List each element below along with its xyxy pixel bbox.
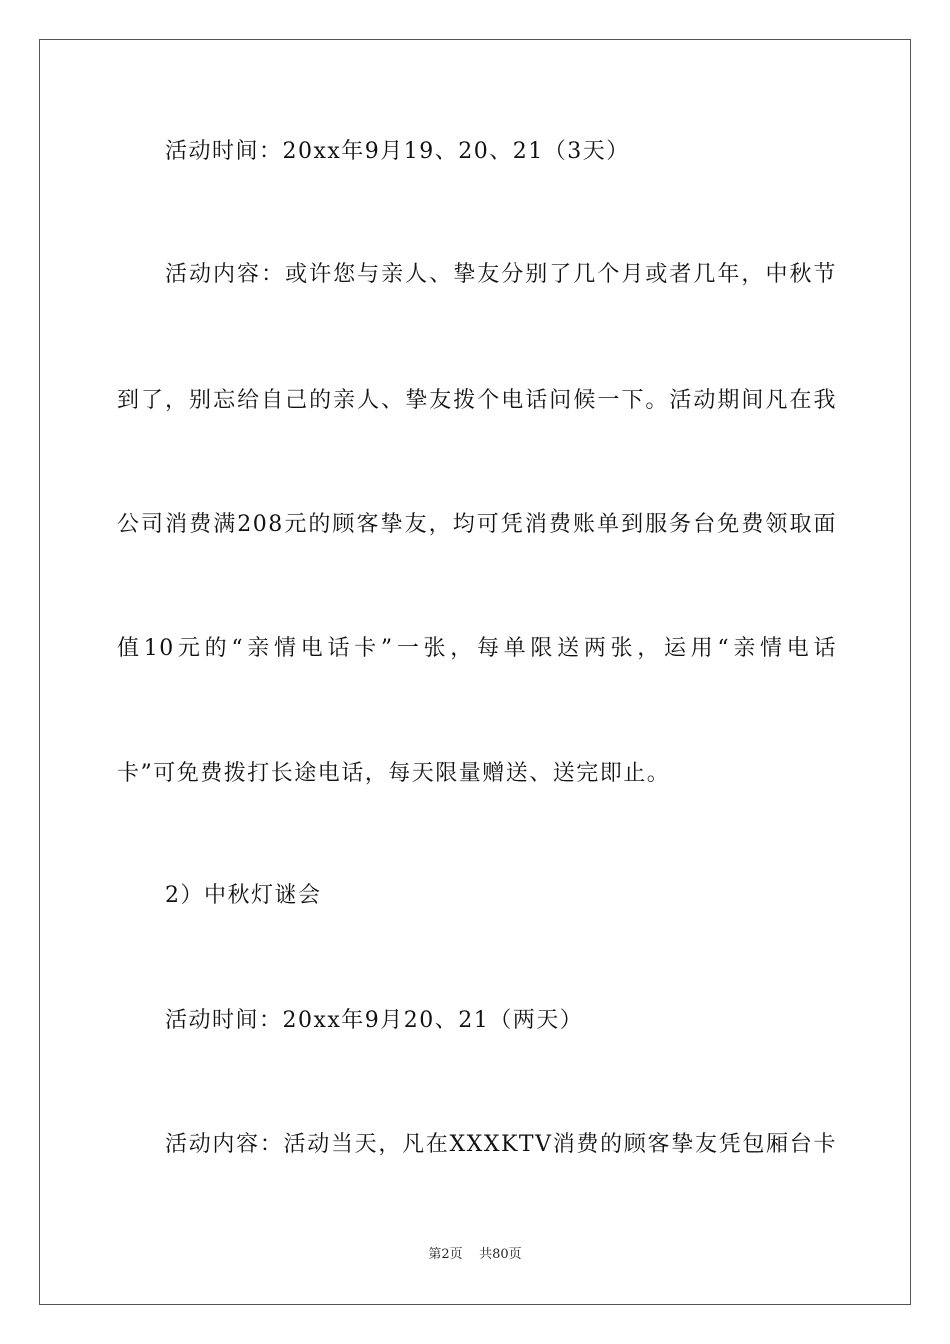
page-number: 第2页: [428, 1247, 463, 1262]
paragraph-line-2: 到了，别忘给自己的亲人、挚友拨个电话问候一下。活动期间凡在我: [117, 388, 837, 413]
paragraph-line-activity-content-1: 活动内容：或许您与亲人、挚友分别了几个月或者几年，中秋节: [165, 262, 837, 287]
total-pages: 共80页: [479, 1247, 522, 1262]
page-border: [39, 39, 911, 1305]
paragraph-line-5: 卡”可免费拨打长途电话，每天限量赠送、送完即止。: [117, 761, 671, 786]
paragraph-line-activity-time-1: 活动时间：20xx年9月19、20、21（3天）: [165, 139, 630, 164]
paragraph-line-activity-time-2: 活动时间：20xx年9月20、21（两天）: [165, 1008, 584, 1033]
paragraph-line-3: 公司消费满208元的顾客挚友，均可凭消费账单到服务台免费领取面: [117, 512, 837, 537]
paragraph-line-activity-content-2: 活动内容：活动当天，凡在XXXKTV消费的顾客挚友凭包厢台卡: [165, 1132, 837, 1157]
page-footer: [0, 1246, 950, 1264]
section-heading-lantern-riddles: 2）中秋灯谜会: [165, 883, 322, 908]
paragraph-line-4: 值10元的“亲情电话卡”一张，每单限送两张，运用“亲情电话: [117, 636, 837, 661]
